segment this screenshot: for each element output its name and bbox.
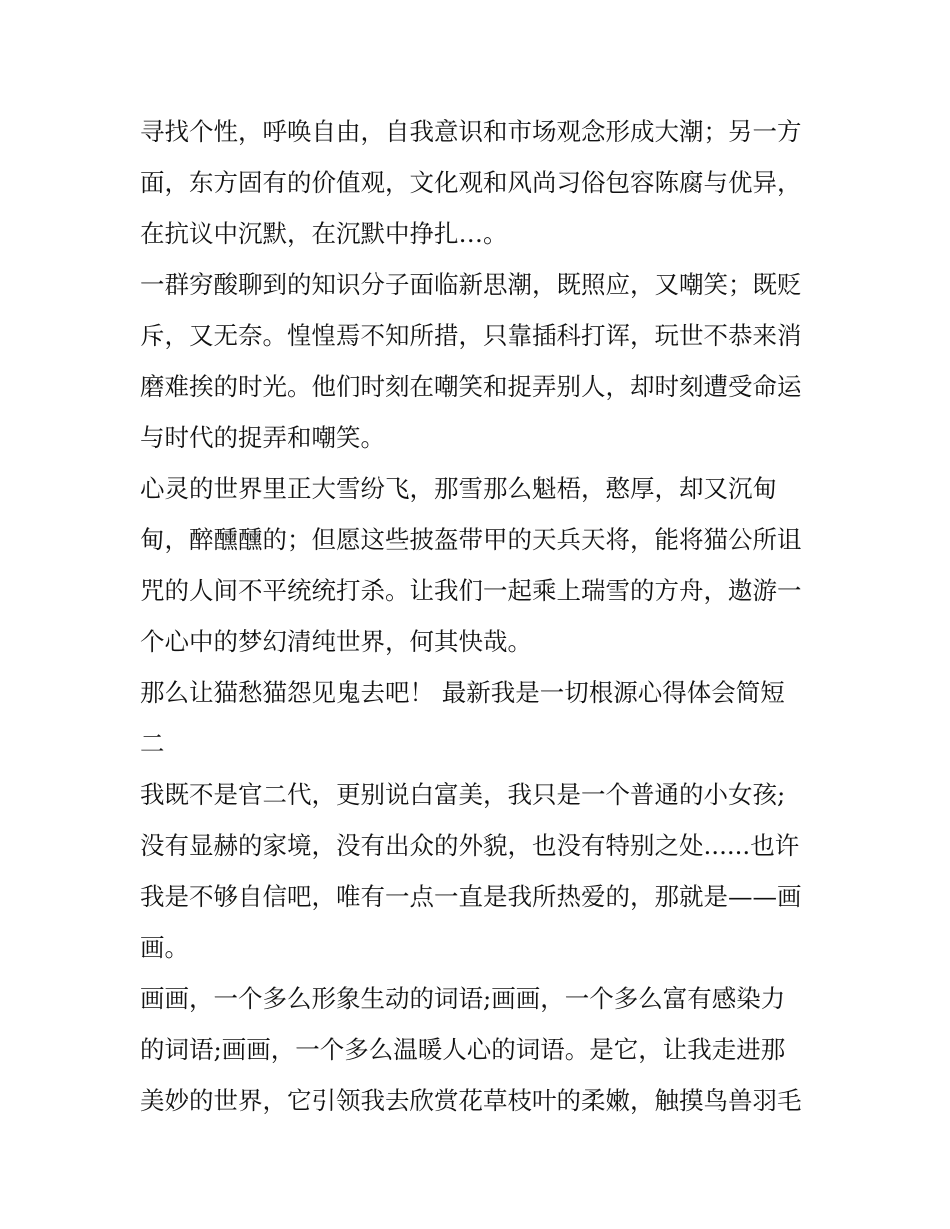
text-line: 斥，又无奈。惶惶焉不知所措，只靠插科打诨，玩世不恭来消 — [140, 321, 802, 350]
text-line: 个心中的梦幻清纯世界，何其快哉。 — [140, 627, 532, 656]
text-line: 画画，一个多么形象生动的词语;画画，一个多么富有感染力 — [140, 984, 786, 1013]
text-line: 心灵的世界里正大雪纷飞，那雪那么魁梧，憨厚，却又沉甸 — [140, 474, 777, 503]
text-line: 咒的人间不平统统打杀。让我们一起乘上瑞雪的方舟，遨游一 — [140, 576, 802, 605]
text-line: 一群穷酸聊到的知识分子面临新思潮，既照应，又嘲笑；既贬 — [140, 270, 802, 299]
text-line: 磨难挨的时光。他们时刻在嘲笑和捉弄别人，却时刻遭受命运 — [140, 372, 802, 401]
text-line: 没有显赫的家境，没有出众的外貌，也没有特别之处......也许 — [140, 831, 800, 860]
text-line: 寻找个性，呼唤自由，自我意识和市场观念形成大潮；另一方 — [140, 117, 802, 146]
text-line: 我是不够自信吧，唯有一点一直是我所热爱的，那就是——画 — [140, 882, 802, 911]
text-line: 美妙的世界，它引领我去欣赏花草枝叶的柔嫩，触摸鸟兽羽毛 — [140, 1086, 802, 1115]
text-line: 画。 — [140, 933, 189, 962]
text-line: 在抗议中沉默，在沉默中挣扎…。 — [140, 219, 508, 248]
text-line: 二 — [140, 729, 165, 758]
text-line: 甸，醉醺醺的；但愿这些披盔带甲的天兵天将，能将猫公所诅 — [140, 525, 802, 554]
text-line: 的词语;画画，一个多么温暖人心的词语。是它，让我走进那 — [140, 1035, 786, 1064]
text-line: 我既不是官二代，更别说白富美，我只是一个普通的小女孩; — [140, 780, 786, 809]
text-line: 与时代的捉弄和嘲笑。 — [140, 423, 385, 452]
text-line: 那么让猫愁猫怨见鬼去吧！ 最新我是一切根源心得体会简短 — [140, 678, 785, 707]
text-line: 面，东方固有的价值观，文化观和风尚习俗包容陈腐与优异， — [140, 168, 802, 197]
document-body — [140, 106, 812, 1126]
